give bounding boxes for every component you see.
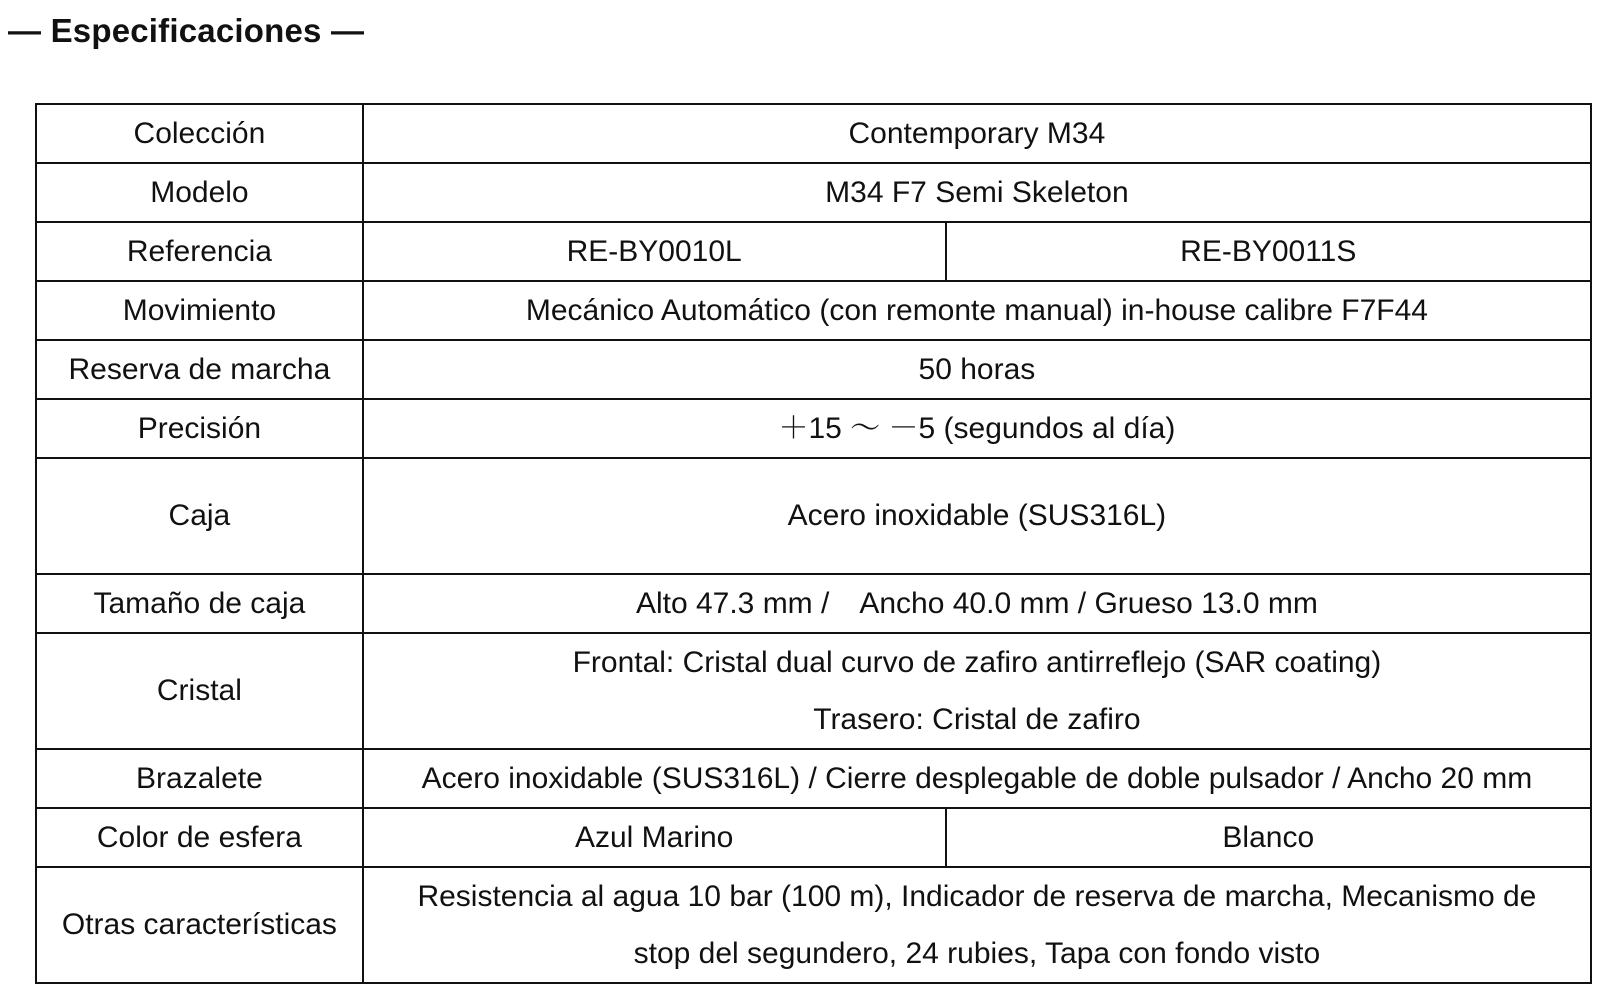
row-label: Reserva de marcha xyxy=(36,340,363,399)
reference-white-value: RE-BY0011S xyxy=(946,222,1591,281)
table-row-coleccion xyxy=(36,104,1591,163)
row-value: M34 F7 Semi Skeleton xyxy=(363,163,1591,222)
dial-color-white-value: Blanco xyxy=(946,808,1591,867)
row-value: Contemporary M34 xyxy=(363,104,1591,163)
specifications-table xyxy=(35,103,1592,984)
table-row-tamano xyxy=(36,574,1591,633)
section-heading: — Especificaciones — xyxy=(8,12,365,49)
table-row-referencia xyxy=(36,222,1591,281)
table-row-caja xyxy=(36,458,1591,574)
row-value xyxy=(363,633,1591,749)
dial-color-navy-value: Azul Marino xyxy=(363,808,946,867)
row-label: Precisión xyxy=(36,399,363,458)
features-line-2: stop del segundero, 24 rubies, Tapa con fondo visto xyxy=(633,937,1321,970)
reference-navy-value: RE-BY0010L xyxy=(363,222,946,281)
table-row-cristal xyxy=(36,633,1591,749)
row-label: Cristal xyxy=(36,633,363,749)
row-value xyxy=(363,867,1591,983)
row-value: Acero inoxidable (SUS316L) xyxy=(363,458,1591,574)
row-label: Color de esfera xyxy=(36,808,363,867)
row-value: 50 horas xyxy=(363,340,1591,399)
row-label: Brazalete xyxy=(36,749,363,808)
row-label: Otras características xyxy=(36,867,363,983)
row-value: Alto 47.3 mm / Ancho 40.0 mm / Grueso 13.0 mm xyxy=(363,574,1591,633)
row-label: Colección xyxy=(36,104,363,163)
crystal-back-line: Trasero: Cristal de zafiro xyxy=(813,703,1141,736)
table-row-color xyxy=(36,808,1591,867)
row-value: Mecánico Automático (con remonte manual) in-house calibre F7F44 xyxy=(363,281,1591,340)
row-label: Modelo xyxy=(36,163,363,222)
crystal-front-line: Frontal: Cristal dual curvo de zafiro antirreflejo (SAR coating) xyxy=(572,646,1382,679)
row-label: Tamaño de caja xyxy=(36,574,363,633)
table-row-movimiento xyxy=(36,281,1591,340)
row-value: ＋15 ～ －5 (segundos al día) xyxy=(363,399,1591,458)
row-label: Referencia xyxy=(36,222,363,281)
table-row-modelo xyxy=(36,163,1591,222)
table-row-brazalete xyxy=(36,749,1591,808)
row-label: Caja xyxy=(36,458,363,574)
table-row-reserva xyxy=(36,340,1591,399)
row-label: Movimiento xyxy=(36,281,363,340)
table-row-otras xyxy=(36,867,1591,983)
features-line-1: Resistencia al agua 10 bar (100 m), Indicador de reserva de marcha, Mecanismo de xyxy=(417,880,1537,913)
table-row-precision xyxy=(36,399,1591,458)
row-value: Acero inoxidable (SUS316L) / Cierre desplegable de doble pulsador / Ancho 20 mm xyxy=(363,749,1591,808)
